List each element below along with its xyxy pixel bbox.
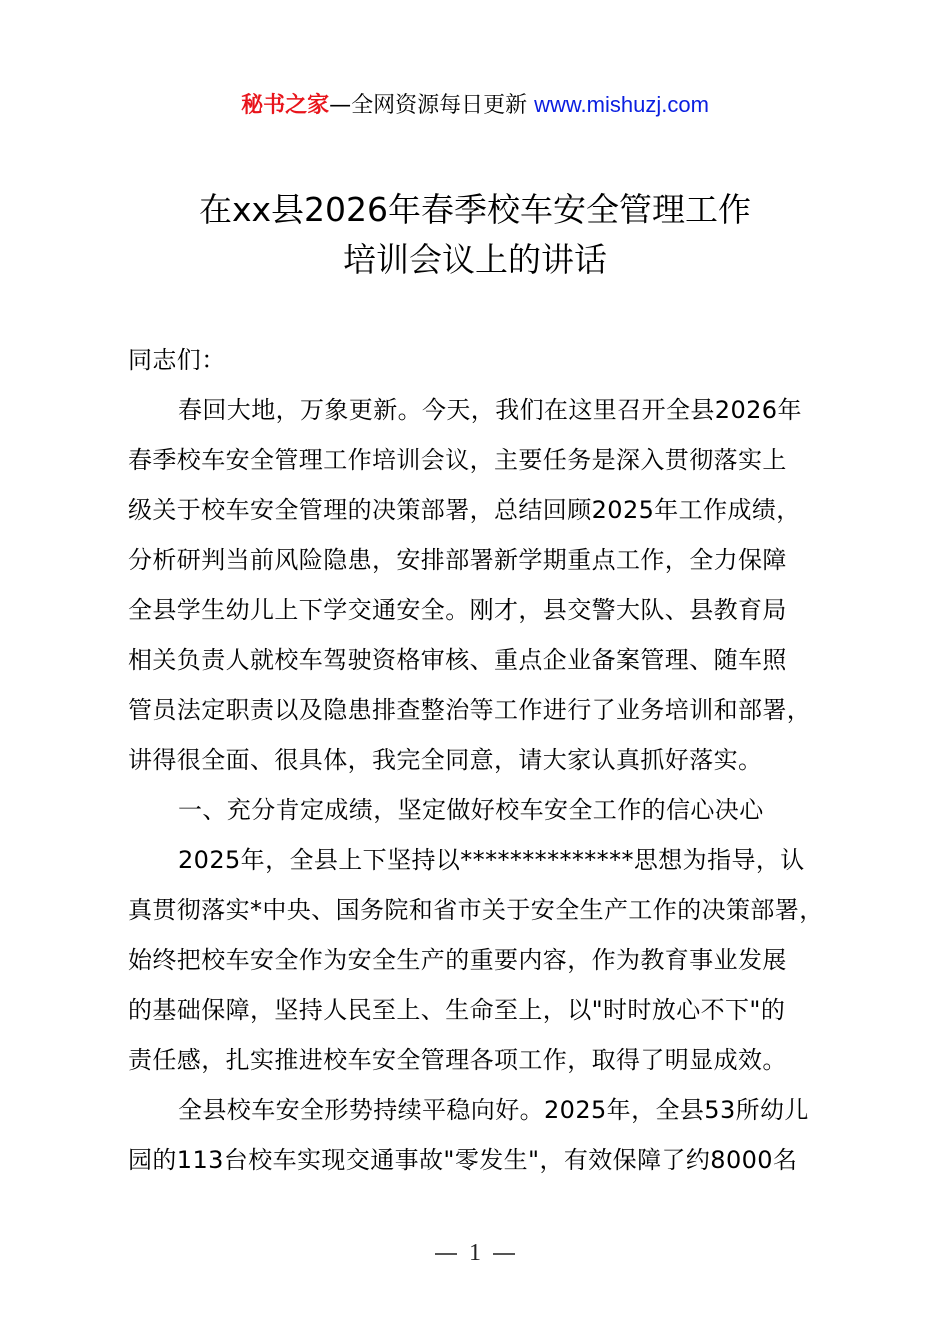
body-line: 级关于校车安全管理的决策部署，总结回顾2025年工作成绩， xyxy=(128,496,801,524)
document-title-line-1: 在xx县2026年春季校车安全管理工作 xyxy=(198,190,752,229)
body-line: 春回大地，万象更新。今天，我们在这里召开全县2026年 xyxy=(178,396,802,424)
body-line: 全县学生幼儿上下学交通安全。刚才，县交警大队、县教育局 xyxy=(128,596,787,624)
body-line: 始终把校车安全作为安全生产的重要内容，作为教育事业发展 xyxy=(128,946,787,974)
body-line: 春季校车安全管理工作培训会议，主要任务是深入贯彻落实上 xyxy=(128,446,787,474)
section-heading: 一、充分肯定成绩，坚定做好校车安全工作的信心决心 xyxy=(178,796,764,824)
body-line: 分析研判当前风险隐患，安排部署新学期重点工作，全力保障 xyxy=(128,546,787,574)
page-footer xyxy=(0,1240,950,1267)
body-line: 的基础保障，坚持人民至上、生命至上，以"时时放心不下"的 xyxy=(128,996,786,1024)
body-line: 全县校车安全形势持续平稳向好。2025年，全县53所幼儿 xyxy=(178,1096,809,1124)
page-number: 1 xyxy=(469,1240,481,1266)
body-line: 2025年，全县上下坚持以**************思想为指导，认 xyxy=(178,846,805,874)
body-line: 管员法定职责以及隐患排查整治等工作进行了业务培训和部署， xyxy=(128,696,812,724)
body-line: 责任感，扎实推进校车安全管理各项工作，取得了明显成效。 xyxy=(128,1046,787,1074)
dash-left-icon xyxy=(435,1253,457,1255)
document-title-line-2: 培训会议上的讲话 xyxy=(343,240,607,279)
body-line: 讲得很全面、很具体，我完全同意，请大家认真抓好落实。 xyxy=(128,746,763,774)
body-line: 真贯彻落实*中央、国务院和省市关于安全生产工作的决策部署， xyxy=(128,896,824,924)
banner-slogan: —全网资源每日更新 xyxy=(329,93,535,118)
salutation: 同志们： xyxy=(128,346,226,374)
header-banner xyxy=(0,88,950,119)
brand-name: 秘书之家 xyxy=(241,93,330,118)
body-line: 相关负责人就校车驾驶资格审核、重点企业备案管理、随车照 xyxy=(128,646,787,674)
body-line: 园的113台校车实现交通事故"零发生"，有效保障了约8000名 xyxy=(128,1146,798,1174)
dash-right-icon xyxy=(493,1253,515,1255)
site-link[interactable]: www.mishuzj.com xyxy=(534,92,709,117)
